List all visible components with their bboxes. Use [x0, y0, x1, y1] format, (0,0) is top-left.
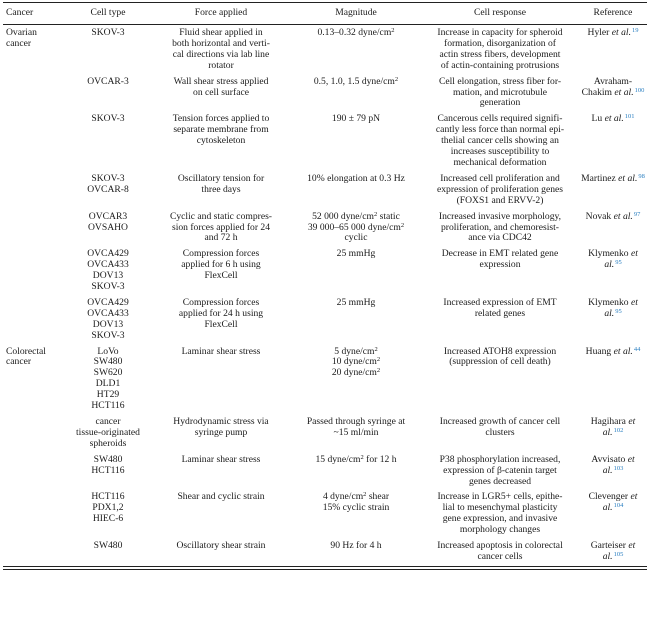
- reference-author: Klymenko: [588, 296, 629, 308]
- reference-author: Lu: [591, 113, 603, 125]
- reference-etal: et al.: [604, 296, 638, 319]
- reference-number[interactable]: 101: [624, 113, 635, 121]
- reference-author: Martinez: [581, 172, 616, 184]
- reference-author: Hyler: [587, 27, 610, 38]
- reference-etal: et al.: [604, 113, 624, 125]
- cell-response-cell-line: genes decreased: [468, 475, 532, 487]
- magnitude-cell-line: 52 000 dyne/$cm^2$ static: [312, 210, 400, 222]
- reference-cell: [579, 344, 647, 414]
- cell-response-cell-line: Increased cell proliferation and: [440, 172, 560, 184]
- magnitude-cell-line: 39 000–65 000 dyne/$cm^2$: [307, 221, 405, 233]
- reference-line: [581, 114, 645, 125]
- force-applied-cell: [151, 344, 291, 414]
- cell-type-cell-line: tissue-originated: [76, 426, 140, 438]
- reference-etal: et al.: [602, 540, 636, 562]
- reference-line: [581, 347, 645, 358]
- cell-response-cell-line: expression: [479, 259, 521, 271]
- cell-response-cell-line: morphology changes: [459, 524, 541, 536]
- reference-number[interactable]: 104: [613, 502, 624, 510]
- cell-response-cell-line: Increased growth of cancer cell: [439, 416, 561, 427]
- cell-response-cell-line: expression of β-catenin target: [443, 464, 557, 476]
- reference-author: Huang: [585, 345, 612, 357]
- cancer-cell: [3, 344, 65, 414]
- cell-response-cell: [421, 246, 579, 295]
- cancer-cell: [3, 246, 65, 295]
- cell-response-cell-line: P38 phosphorylation increased,: [439, 453, 561, 465]
- force-applied-cell-line: Cyclic and static compres-: [169, 210, 273, 222]
- reference-line: [581, 455, 645, 477]
- cancer-cell-line: Ovarian: [6, 27, 37, 38]
- reference-number[interactable]: 97: [633, 210, 641, 218]
- cell-response-cell-line: mation, and microtubule: [452, 86, 548, 98]
- magnitude-cell: [291, 246, 421, 295]
- force-applied-cell-line: Wall shear stress applied: [173, 75, 269, 87]
- reference-number[interactable]: 98: [638, 172, 645, 180]
- table-row: [3, 452, 647, 490]
- cell-response-cell-line: actin stress fibers, development: [439, 48, 561, 60]
- magnitude-cell-line: 0.13–0.32 dyne/$cm^2$: [317, 27, 395, 38]
- cell-response-cell-line: cancer cells: [477, 550, 523, 562]
- cancer-cell: [3, 489, 65, 538]
- force-applied-cell-line: cal directions via lab line: [172, 48, 270, 60]
- force-applied-cell-line: sion forces applied for 24: [171, 221, 271, 233]
- table-row: [3, 111, 647, 171]
- header-cancer: Cancer: [3, 3, 65, 25]
- cell-response-cell-line: Increased ATOH8 expression: [443, 345, 557, 357]
- cell-response-cell: [421, 344, 579, 414]
- cell-response-cell-line: increases susceptibility to: [450, 146, 550, 158]
- cancer-cell-line: cancer: [6, 37, 32, 49]
- force-applied-cell-line: FlexCell: [204, 270, 238, 282]
- cell-type-cell-line: SW480: [93, 356, 123, 368]
- cell-response-cell-line: thelial cancer cells showing an: [441, 135, 559, 147]
- cell-type-cell: [65, 111, 151, 171]
- reference-line: [581, 298, 645, 320]
- header-magnitude: Magnitude: [291, 3, 421, 25]
- cell-response-cell-line: ance via CDC42: [468, 232, 532, 244]
- cell-type-cell-line: HCT116: [91, 400, 125, 412]
- force-applied-cell-line: on cell surface: [193, 86, 249, 98]
- header-reference: Reference: [579, 3, 647, 25]
- cell-type-cell-line: HIEC-6: [92, 513, 124, 525]
- cell-type-cell-line: SKOV-3: [91, 27, 125, 38]
- cell-response-cell-line: formation, disorganization of: [444, 37, 556, 49]
- reference-line: [581, 541, 645, 563]
- magnitude-cell-line: 25 mmHg: [336, 296, 376, 308]
- reference-etal: et al.: [602, 491, 638, 514]
- cell-response-cell-line: clusters: [485, 426, 515, 438]
- reference-author: Hagihara: [590, 416, 626, 427]
- magnitude-cell-line: cyclic: [344, 232, 368, 244]
- reference-cell: [579, 489, 647, 538]
- magnitude-cell: [291, 538, 421, 566]
- cell-type-cell: [65, 246, 151, 295]
- magnitude-cell-line: 190 ± 79 pN: [331, 113, 381, 125]
- reference-etal: et al.: [602, 416, 636, 438]
- cell-response-cell-line: Increase in capacity for spheroid: [437, 27, 563, 38]
- reference-line: [581, 249, 645, 271]
- cell-type-cell: [65, 209, 151, 247]
- reference-author: Novak: [585, 210, 612, 222]
- reference-number[interactable]: 102: [613, 426, 624, 434]
- cell-response-cell-line: gene expression, and invasive: [442, 513, 558, 525]
- cell-type-cell-line: HCT116: [91, 464, 125, 476]
- cell-type-cell: [65, 74, 151, 112]
- force-applied-cell: [151, 111, 291, 171]
- cell-type-cell-line: SW480: [93, 453, 123, 465]
- reference-number[interactable]: 105: [613, 550, 624, 558]
- force-applied-cell-line: applied for 6 h using: [181, 259, 261, 271]
- magnitude-cell-line: Passed through syringe at: [306, 416, 406, 427]
- reference-cell: [579, 171, 647, 209]
- bottom-double-rule: [3, 569, 647, 570]
- reference-number[interactable]: 95: [615, 307, 622, 315]
- cell-response-cell-line: Increase in LGR5+ cells, epithe-: [437, 491, 563, 503]
- reference-line: [581, 174, 645, 185]
- cell-type-cell-line: OVSAHO: [88, 221, 128, 233]
- force-applied-cell-line: FlexCell: [204, 318, 238, 330]
- force-applied-cell-line: Compression forces: [182, 248, 260, 260]
- cell-type-cell: [65, 344, 151, 414]
- reference-etal: et al.: [613, 210, 633, 222]
- cell-response-cell-line: generation: [479, 97, 521, 109]
- cell-type-cell: [65, 538, 151, 566]
- force-applied-cell-line: both horizontal and verti-: [172, 37, 270, 49]
- table-row: [3, 295, 647, 344]
- magnitude-cell: [291, 452, 421, 490]
- force-applied-cell: [151, 246, 291, 295]
- force-applied-cell: [151, 414, 291, 452]
- reference-cell: [579, 74, 647, 112]
- reference-author: Klymenko: [588, 248, 629, 260]
- cell-response-cell-line: (suppression of cell death): [449, 356, 551, 368]
- reference-cell: [579, 538, 647, 566]
- force-applied-cell-line: rotator: [208, 59, 234, 71]
- magnitude-cell-line: 10% elongation at 0.3 Hz: [307, 172, 405, 184]
- cell-type-cell: [65, 171, 151, 209]
- reference-line: [581, 417, 645, 439]
- force-applied-cell-line: three days: [201, 183, 241, 195]
- cell-response-cell-line: (FOXS1 and ERVV-2): [456, 194, 544, 206]
- cell-response-cell: [421, 171, 579, 209]
- reference-line: [581, 88, 645, 99]
- table-body: [3, 25, 647, 567]
- magnitude-cell-line: 15% cyclic strain: [322, 502, 390, 514]
- magnitude-cell: [291, 414, 421, 452]
- cell-type-cell-line: OVCAR-8: [87, 183, 129, 195]
- force-applied-cell: [151, 452, 291, 490]
- magnitude-cell: [291, 111, 421, 171]
- cell-response-cell: [421, 414, 579, 452]
- force-applied-cell-line: cytoskeleton: [196, 135, 246, 147]
- cell-response-cell-line: Increased invasive morphology,: [438, 210, 562, 222]
- cell-response-cell-line: of actin-containing protrusions: [440, 59, 560, 71]
- force-applied-cell: [151, 171, 291, 209]
- header-cell-type: Cell type: [65, 3, 151, 25]
- cancer-cell: [3, 111, 65, 171]
- cell-type-cell-line: LoVo: [97, 345, 119, 357]
- magnitude-cell-line: 4 dyne/$cm^2$ shear: [322, 491, 390, 503]
- magnitude-cell-line: 10 dyne/$cm^2$: [331, 356, 381, 368]
- force-applied-cell-line: Fluid shear applied in: [179, 27, 263, 38]
- header-cell-response: Cell response: [421, 3, 579, 25]
- cell-type-cell: [65, 452, 151, 490]
- cell-type-cell-line: spheroids: [89, 437, 127, 449]
- magnitude-cell: [291, 25, 421, 74]
- table-row: [3, 209, 647, 247]
- cell-response-cell: [421, 538, 579, 566]
- table-row: [3, 414, 647, 452]
- cell-response-cell-line: proliferation, and chemoresist-: [440, 221, 559, 233]
- reference-cell: [579, 246, 647, 295]
- magnitude-cell: [291, 489, 421, 538]
- cell-response-cell: [421, 111, 579, 171]
- cell-type-cell-line: HT29: [96, 389, 120, 401]
- cell-response-cell-line: cantly less force than normal epi-: [435, 124, 565, 136]
- reference-etal: et al.: [613, 345, 633, 357]
- cell-response-cell-line: expression of proliferation genes: [436, 183, 563, 195]
- cell-response-cell: [421, 25, 579, 74]
- header-row: [3, 3, 647, 25]
- reference-line: [581, 212, 645, 223]
- cell-response-cell-line: Cancerous cells required signifi-: [437, 113, 563, 125]
- magnitude-cell-line: 5 dyne/$cm^2$: [334, 345, 378, 357]
- cell-type-cell-line: OVCA429: [87, 296, 129, 308]
- reference-number[interactable]: 44: [633, 345, 641, 353]
- header-force-applied: Force applied: [151, 3, 291, 25]
- magnitude-cell: [291, 209, 421, 247]
- magnitude-cell: [291, 295, 421, 344]
- cancer-cell-line: Colorectal: [6, 345, 46, 357]
- cell-type-cell-line: OVCA433: [87, 307, 129, 319]
- force-applied-cell: [151, 538, 291, 566]
- cancer-cell: [3, 452, 65, 490]
- cell-type-cell-line: SKOV-3: [91, 113, 125, 125]
- force-applied-cell-line: Oscillatory shear strain: [176, 540, 266, 552]
- cell-response-cell-line: Increased expression of EMT: [443, 296, 557, 308]
- magnitude-cell-line: 0.5, 1.0, 1.5 dyne/$cm^2$: [313, 75, 399, 87]
- magnitude-cell-line: 25 mmHg: [336, 248, 376, 260]
- cell-type-cell-line: SKOV-3: [91, 281, 125, 293]
- cell-type-cell-line: DLD1: [95, 378, 121, 390]
- cell-response-cell-line: mechanical deformation: [453, 156, 547, 168]
- reference-cell: [579, 25, 647, 74]
- magnitude-cell-line: 20 dyne/$cm^2$: [331, 367, 381, 379]
- cell-type-cell: [65, 489, 151, 538]
- reference-author: Clevenger: [588, 491, 629, 503]
- force-applied-cell-line: applied for 24 h using: [178, 307, 264, 319]
- cell-response-cell-line: Cell elongation, stress fiber for-: [438, 75, 562, 87]
- reference-author-cont: Chakim: [581, 86, 613, 98]
- force-applied-cell-line: Laminar shear stress: [181, 453, 261, 465]
- cell-type-cell-line: HCT116: [91, 491, 125, 503]
- reference-author: Avvisato: [591, 453, 626, 465]
- reference-cell: [579, 452, 647, 490]
- cell-response-cell: [421, 74, 579, 112]
- cell-type-cell-line: OVCA433: [87, 259, 129, 271]
- force-applied-cell-line: Laminar shear stress: [181, 345, 261, 357]
- cell-type-cell-line: SW480: [93, 540, 123, 552]
- cell-type-cell-line: OVCA429: [87, 248, 129, 260]
- table-row: [3, 246, 647, 295]
- reference-cell: [579, 111, 647, 171]
- table-row: [3, 74, 647, 112]
- table-header: [3, 3, 647, 25]
- magnitude-cell: [291, 74, 421, 112]
- reference-number[interactable]: 95: [615, 259, 622, 267]
- reference-line: [581, 492, 645, 514]
- cell-response-cell: [421, 452, 579, 490]
- force-applied-cell: [151, 489, 291, 538]
- table-row: [3, 171, 647, 209]
- cell-response-cell: [421, 295, 579, 344]
- cell-type-cell-line: PDX1,2: [92, 502, 124, 514]
- force-applied-cell-line: Oscillatory tension for: [177, 172, 265, 184]
- cell-type-cell-line: OVCAR-3: [87, 75, 129, 87]
- table-row: [3, 25, 647, 74]
- force-applied-cell-line: syringe pump: [194, 426, 248, 438]
- reference-number[interactable]: 103: [613, 464, 624, 472]
- force-applied-cell: [151, 74, 291, 112]
- cell-response-cell-line: related genes: [474, 307, 526, 319]
- cancer-cell: [3, 414, 65, 452]
- cancer-cell: [3, 538, 65, 566]
- cancer-cell-line: cancer: [6, 356, 32, 368]
- magnitude-cell-line: ~15 ml/min: [333, 426, 379, 438]
- reference-number[interactable]: 19: [631, 27, 639, 34]
- force-applied-cell-line: Shear and cyclic strain: [177, 491, 265, 503]
- magnitude-cell: [291, 344, 421, 414]
- cell-response-cell-line: Increased apoptosis in colorectal: [437, 540, 563, 552]
- force-applied-cell-line: Compression forces: [182, 296, 260, 308]
- force-applied-cell-line: and 72 h: [204, 232, 238, 244]
- cancer-cell: [3, 74, 65, 112]
- reference-cell: [579, 414, 647, 452]
- force-applied-cell: [151, 25, 291, 74]
- cell-type-cell-line: DOV13: [92, 270, 124, 282]
- cancer-cell: [3, 209, 65, 247]
- reference-etal: et al.: [614, 86, 634, 98]
- cell-response-cell-line: Decrease in EMT related gene: [441, 248, 559, 260]
- reference-cell: [579, 295, 647, 344]
- cell-type-cell-line: DOV13: [92, 318, 124, 330]
- cell-type-cell-line: SW620: [93, 367, 123, 379]
- magnitude-cell-line: 90 Hz for 4 h: [330, 540, 382, 552]
- mechanical-forces-table: [3, 2, 647, 567]
- cell-type-cell: [65, 295, 151, 344]
- cancer-cell: [3, 171, 65, 209]
- force-applied-cell: [151, 295, 291, 344]
- table-row: [3, 344, 647, 414]
- cell-type-cell: [65, 414, 151, 452]
- cell-type-cell-line: cancer: [95, 416, 121, 427]
- cell-response-cell-line: lial to mesenchymal plasticity: [442, 502, 558, 514]
- force-applied-cell: [151, 209, 291, 247]
- force-applied-cell-line: Hydrodynamic stress via: [173, 416, 269, 427]
- reference-author: Avraham-: [593, 75, 633, 87]
- cell-type-cell-line: SKOV-3: [91, 329, 125, 341]
- reference-etal: et al.: [604, 248, 638, 271]
- reference-etal: et al.: [618, 172, 638, 184]
- reference-etal: et al.: [602, 453, 635, 476]
- table-row: [3, 538, 647, 566]
- force-applied-cell-line: Tension forces applied to: [172, 113, 270, 125]
- cell-response-cell: [421, 209, 579, 247]
- magnitude-cell: [291, 171, 421, 209]
- cell-type-cell-line: OVCAR3: [88, 210, 128, 222]
- cancer-cell: [3, 295, 65, 344]
- reference-cell: [579, 209, 647, 247]
- table-row: [3, 489, 647, 538]
- reference-number[interactable]: 100: [634, 86, 645, 94]
- cancer-cell: [3, 25, 65, 74]
- reference-author: Garteiser: [590, 540, 626, 552]
- reference-line: [581, 28, 645, 39]
- magnitude-cell-line: 15 dyne/$cm^2$ for 12 h: [315, 453, 397, 465]
- reference-etal: et al.: [611, 27, 631, 38]
- cell-response-cell: [421, 489, 579, 538]
- cell-type-cell-line: SKOV-3: [91, 172, 125, 184]
- force-applied-cell-line: separate membrane from: [173, 124, 269, 136]
- cell-type-cell: [65, 25, 151, 74]
